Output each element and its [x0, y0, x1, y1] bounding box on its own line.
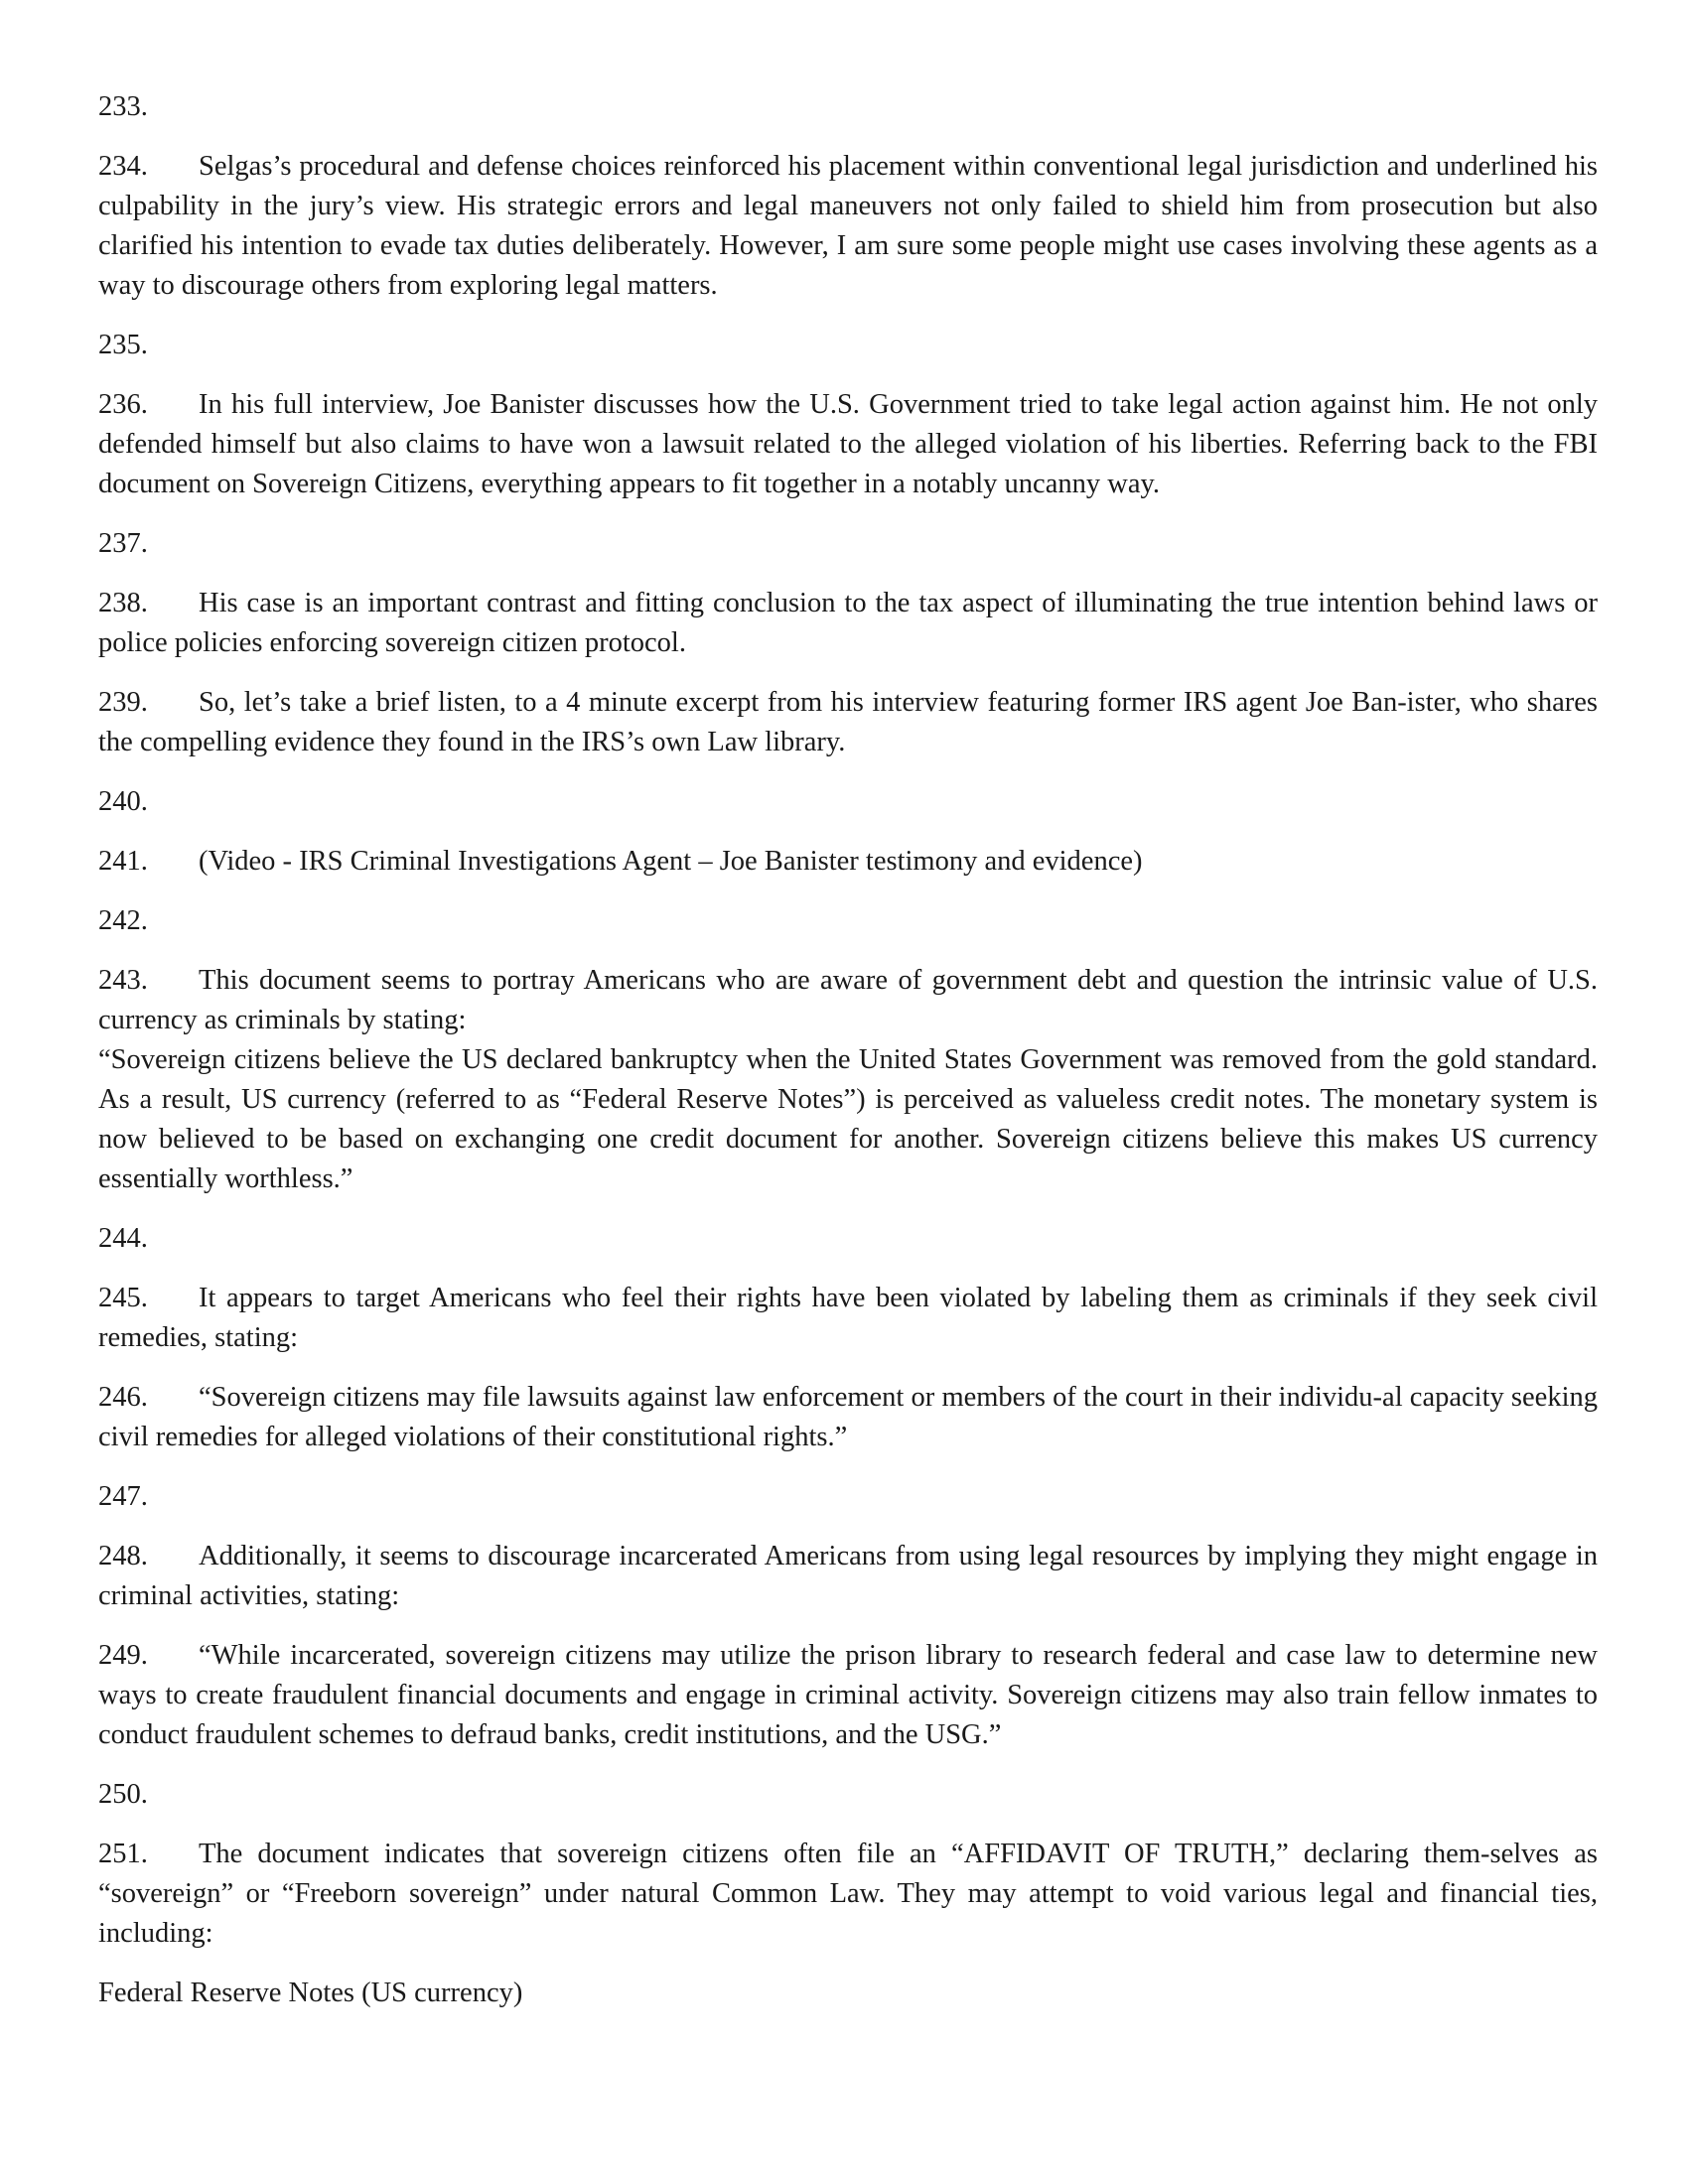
- paragraph-234: [98, 147, 1598, 306]
- paragraph-241: [98, 842, 1598, 882]
- paragraph-number: 248.: [98, 1541, 148, 1571]
- paragraph-text: “While incarcerated, sovereign citizens may utilize the prison library to research federal and case law to determine new ways to create fraudulent financial documents and engage in criminal activity. Sovereign citizens may also train fellow inmates to conduct fraudulent schemes to defraud banks, credit institutions, and the USG.”: [98, 1640, 1598, 1750]
- paragraph-245: [98, 1279, 1598, 1358]
- paragraph-text: The document indicates that sovereign citizens often file an “AFFIDAVIT OF TRUTH,” declaring them-selves as “sovereign” or “Freeborn sovereign” under natural Common Law. They may attempt to void various legal and financial ties, including:: [98, 1839, 1598, 1949]
- paragraph-249: [98, 1636, 1598, 1755]
- paragraph-number: 243.: [98, 965, 148, 996]
- paragraph-250: [98, 1775, 1598, 1815]
- paragraph-number: 250.: [98, 1779, 148, 1810]
- paragraph-number: 235.: [98, 330, 148, 360]
- paragraph-235: [98, 326, 1598, 365]
- paragraph-246: [98, 1378, 1598, 1457]
- paragraph-number: 246.: [98, 1382, 148, 1413]
- paragraph-240: [98, 782, 1598, 822]
- paragraph-251: [98, 1835, 1598, 1954]
- paragraph-number: 245.: [98, 1283, 148, 1313]
- paragraph-243: [98, 961, 1598, 1199]
- paragraph-text: “Sovereign citizens may file lawsuits against law enforcement or members of the court in their individu-al capacity seeking civil remedies for alleged violations of their constitutional rights.”: [98, 1382, 1598, 1452]
- paragraph-number: 251.: [98, 1839, 148, 1869]
- paragraph-number: 244.: [98, 1223, 148, 1254]
- paragraph-242: [98, 901, 1598, 941]
- paragraph-text: His case is an important contrast and fitting conclusion to the tax aspect of illuminating the true intention behind laws or police policies enforcing sovereign citizen protocol.: [98, 588, 1598, 658]
- paragraph-244: [98, 1219, 1598, 1259]
- paragraph-number: 249.: [98, 1640, 148, 1671]
- document-page: [98, 87, 1598, 2013]
- paragraph-238: [98, 584, 1598, 663]
- paragraph-text: So, let’s take a brief listen, to a 4 minute excerpt from his interview featuring former IRS agent Joe Ban-ister, who shares the compelling evidence they found in the IRS’s own Law library.: [98, 687, 1598, 757]
- paragraph-239: [98, 683, 1598, 762]
- paragraph-text: This document seems to portray Americans who are aware of government debt and question the intrinsic value of U.S. currency as criminals by stating:: [98, 965, 1598, 1035]
- paragraph-text: Selgas’s procedural and defense choices reinforced his placement within conventional legal jurisdiction and underlined his culpability in the jury’s view. His strategic errors and legal maneuvers not only failed to shield him from prosecution but also clarified his intention to evade tax duties deliberately. However, I am sure some people might use cases involving these agents as a way to discourage others from exploring legal matters.: [98, 151, 1598, 301]
- paragraph-text: (Video - IRS Criminal Investigations Agent – Joe Banister testimony and evidence): [199, 846, 1143, 877]
- paragraph-248: [98, 1537, 1598, 1616]
- paragraph-number: 237.: [98, 528, 148, 559]
- paragraph-number: 234.: [98, 151, 148, 182]
- paragraph-number: 242.: [98, 905, 148, 936]
- paragraph-number: 239.: [98, 687, 148, 718]
- paragraph-text: It appears to target Americans who feel their rights have been violated by labeling them as criminals if they seek civil remedies, stating:: [98, 1283, 1598, 1353]
- paragraph-number: 233.: [98, 91, 148, 122]
- paragraph-number: 247.: [98, 1481, 148, 1512]
- paragraph-number: 236.: [98, 389, 148, 420]
- paragraph-247: [98, 1477, 1598, 1517]
- paragraph-text: In his full interview, Joe Banister discusses how the U.S. Government tried to take legal action against him. He not only defended himself but also claims to have won a lawsuit related to the alleged violation of his liberties. Referring back to the FBI document on Sovereign Citizens, everything appears to fit together in a notably uncanny way.: [98, 389, 1598, 499]
- paragraph-number: 240.: [98, 786, 148, 817]
- paragraph-237: [98, 524, 1598, 564]
- paragraph-text: Additionally, it seems to discourage incarcerated Americans from using legal resources by implying they might engage in criminal activities, stating:: [98, 1541, 1598, 1611]
- trailing-line: Federal Reserve Notes (US currency): [98, 1978, 523, 2008]
- paragraph-233: [98, 87, 1598, 127]
- quoted-passage: “Sovereign citizens believe the US declared bankruptcy when the United States Government was removed from the gold standard. As a result, US currency (referred to as “Federal Reserve Notes”) is perceived as valueless credit notes. The monetary system is now believed to be based on exchanging one credit document for another. Sovereign citizens believe this makes US currency essentially worthless.”: [98, 1044, 1598, 1194]
- paragraph-236: [98, 385, 1598, 504]
- paragraph-number: 238.: [98, 588, 148, 618]
- paragraph-number: 241.: [98, 846, 148, 877]
